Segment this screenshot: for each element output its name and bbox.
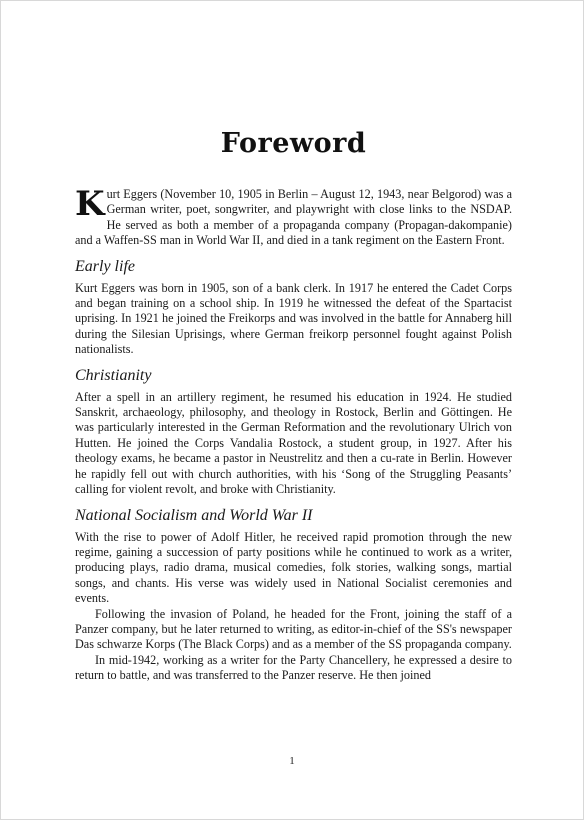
section-heading-early-life: Early life: [75, 257, 135, 275]
intro-paragraph: [75, 184, 512, 249]
drop-cap: K: [75, 184, 105, 224]
christianity-paragraph: After a spell in an artillery regiment, he resumed his education in 1924. He studied Sanskrit, archaeology, philosophy, and theology in Rostock, Berlin and Göttingen. He was particularly interested in the German Reformation and the revolutionary Ulrich von Hutten. He joined the Corps Vandalia Rostock, a student group, in 1927. After his theology exams, he became a pastor in Neustrelitz and then a cu-rate in Berlin. However he rapidly fell out with church authorities, with his ‘Song of the Struggling Peasants’ calling for violent revolt, and broke with Christianity.: [75, 389, 512, 497]
page-title: Foreword: [220, 128, 367, 159]
section-heading-christianity: Christianity: [75, 366, 152, 384]
intro-text: urt Eggers (November 10, 1905 in Berlin – August 12, 1943, near Belgorod) was a German writer, poet, songwriter, and playwright with close links to the NSDAP. He served as both a member of a propaganda company (Propagan-dakompanie) and a Waffen-SS man in World War II, and died in a tank regiment on the Eastern Front.: [75, 187, 512, 248]
section-heading-national-socialism: National Socialism and World War II: [75, 506, 313, 524]
early-life-paragraph: Kurt Eggers was born in 1905, son of a bank clerk. In 1917 he entered the Cadet Corps and began training on a school ship. In 1919 he witnessed the defeat of the Spartacist uprising. In 1921 he joined the Freikorps and was involved in the battle for Annaberg hill during the Silesian Uprisings, where German freikorp personnel fought against Polish nationalists.: [75, 280, 512, 357]
national-socialism-paragraph-3: In mid-1942, working as a writer for the Party Chancellery, he expressed a desire to return to battle, and was transferred to the Panzer reserve. He then joined: [75, 652, 512, 683]
document-body: [75, 128, 512, 684]
national-socialism-paragraph-1: With the rise to power of Adolf Hitler, he received rapid promotion through the new regime, gaining a succession of party positions while he continued to work as a writer, producing plays, radio drama, musical comedies, folk stories, walking songs, martial songs, and chants. His verse was widely used in National Socialist ceremonies and events.: [75, 529, 512, 606]
page-number: 1: [289, 755, 295, 767]
national-socialism-paragraph-2: Following the invasion of Poland, he headed for the Front, joining the staff of a Panzer company, but he later returned to writing, as editor-in-chief of the SS's newspaper Das schwarze Korps (The Black Corps) and as a member of the SS propaganda company.: [75, 606, 512, 652]
